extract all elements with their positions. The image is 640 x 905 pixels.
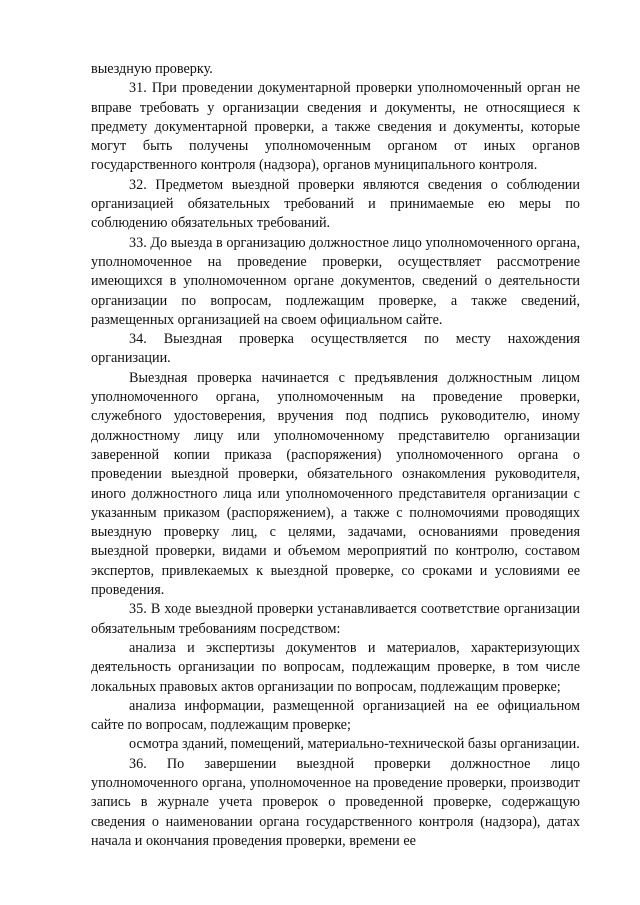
paragraph-35-item-documents: анализа и экспертизы документов и материалов, характеризующих деятельность организации по вопросам, подлежащим проверке, в том числе локальных правовых актов организации по вопросам, подлежащим проверке; [91, 639, 580, 695]
paragraph-35: 35. В ходе выездной проверки устанавливается соответствие организации обязательным требованиям посредством: [91, 601, 580, 637]
paragraph-33: 33. До выезда в организацию должностное лицо уполномоченного органа, уполномоченное на проведение проверки, осуществляет рассмотрение имеющихся в уполномоченном органе документов, сведений о деятельности организации по вопросам, подлежащим проверке, а также сведений, размещенных организацией на своем официальном сайте. [91, 234, 580, 328]
paragraph-35-item-inspection: осмотра зданий, помещений, материально-технической базы организации. [129, 736, 580, 753]
paragraph-34-continued: Выездная проверка начинается с предъявления должностным лицом уполномоченного органа, уполномоченным на проведение проверки, служебного удостоверения, вручения под подпись руководителю, иному должностному лицу или уполномоченному представителю организации заверенной копии приказа (распоряжения) уполномоченного органа о проведении выездной проверки, обязательного ознакомления руководителя, иного должностного лица или уполномоченного представителя организации с указанным приказом (распоряжением), а также с полномочиями проводящих выездную проверку лиц, с целями, задачами, основаниями проведения выездной проверки, видами и объемом мероприятий по контролю, составом экспертов, привлекаемых к выездной проверке, со сроками и условиями ее проведения. [91, 369, 580, 599]
paragraph-36: 36. По завершении выездной проверки должностное лицо уполномоченного органа, уполномоченное на проведение проверки, производит запись в журнале учета проверок о проведенной проверке, содержащую сведения о наименовании органа государственного контроля (надзора), датах начала и окончания проведения проверки, времени ее [91, 755, 580, 849]
paragraph-continuation: выездную проверку. [91, 61, 213, 77]
paragraph-32: 32. Предметом выездной проверки являются сведения о соблюдении организацией обязательных требований и принимаемые ею меры по соблюдению обязательных требований. [91, 176, 580, 232]
paragraph-31: 31. При проведении документарной проверки уполномоченный орган не вправе требовать у организации сведения и документы, не относящиеся к предмету документарной проверки, а также сведения и документы, которые могут быть получены уполномоченным органом от иных органов государственного контроля (надзора), органов муниципального контроля. [91, 80, 580, 174]
paragraph-34: 34. Выездная проверка осуществляется по месту нахождения организации. [91, 331, 580, 367]
document-body [91, 60, 580, 851]
paragraph-35-item-website: анализа информации, размещенной организацией на ее официальном сайте по вопросам, подлежащим проверке; [91, 697, 580, 734]
